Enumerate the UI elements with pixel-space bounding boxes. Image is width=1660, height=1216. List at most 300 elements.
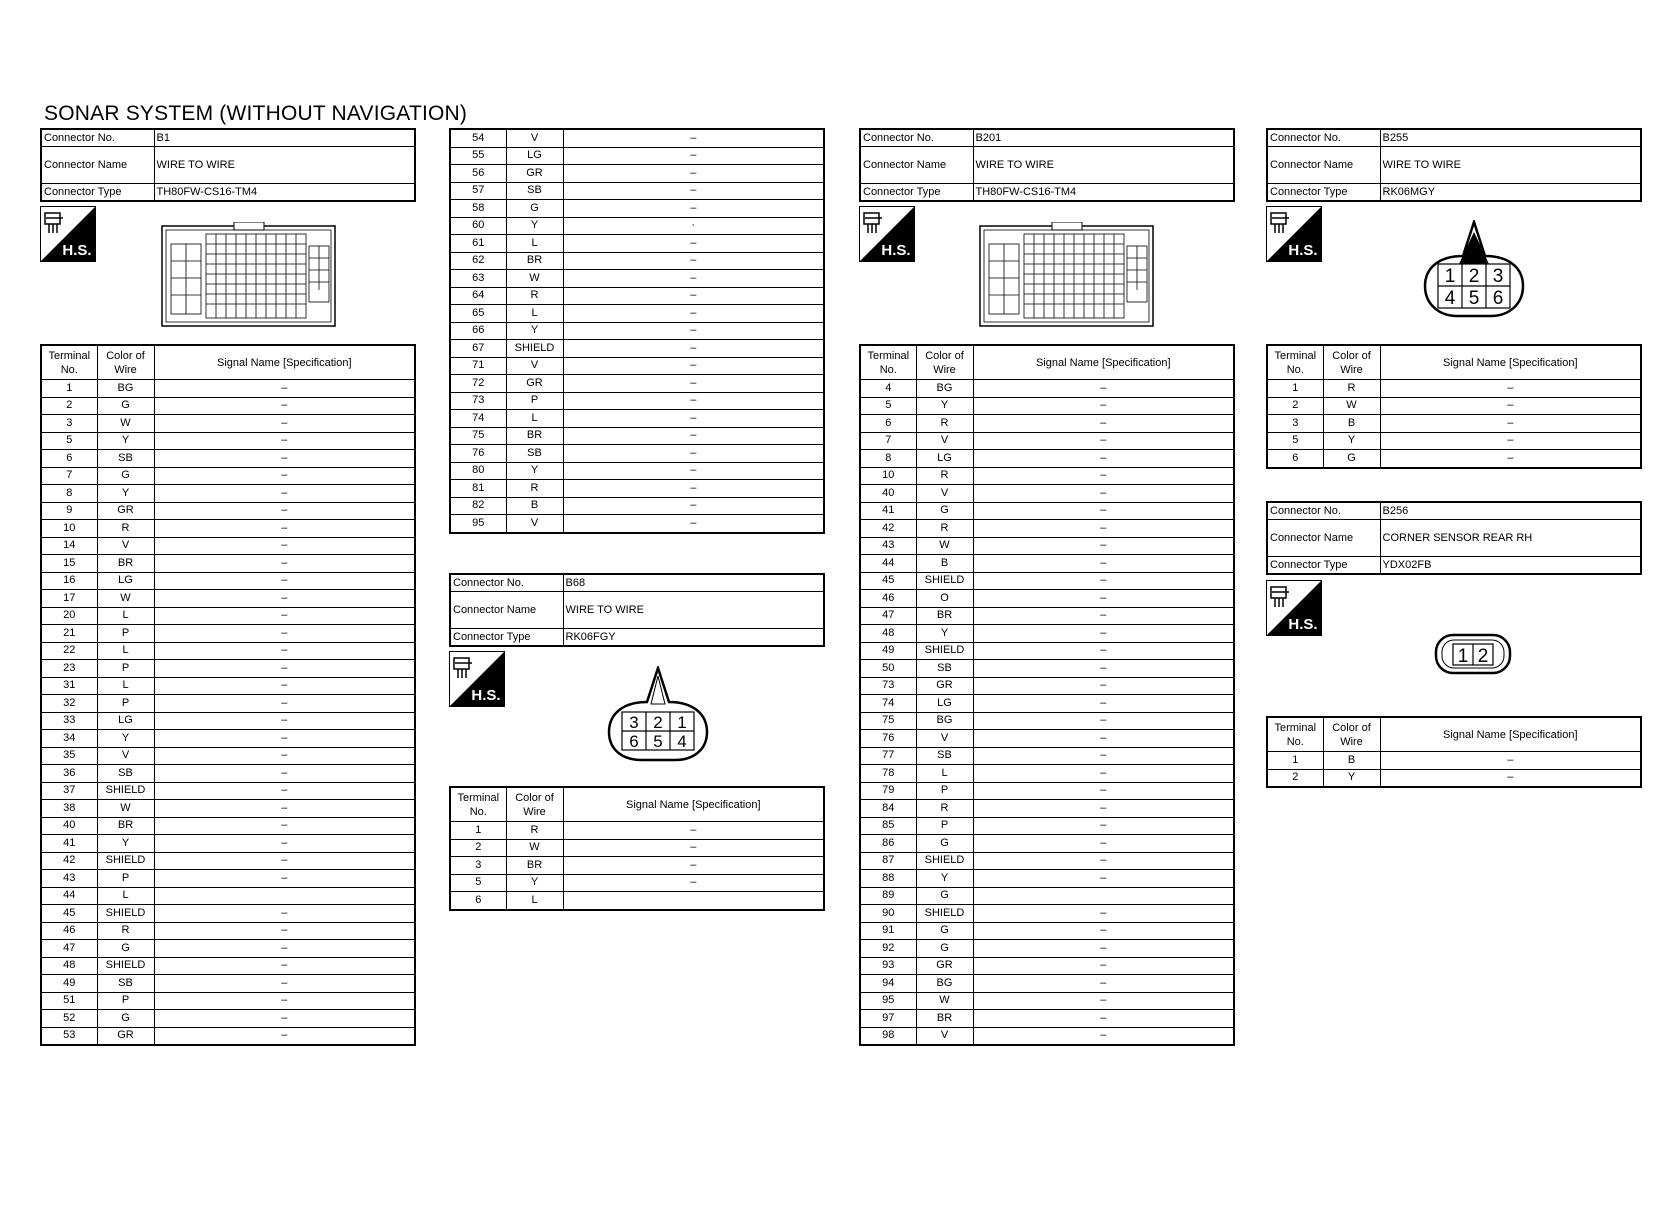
wire-color-cell: R (916, 520, 973, 538)
connector-face-diagram (603, 666, 713, 764)
wire-color-cell: LG (506, 147, 563, 165)
label-connector-no: Connector No. (1267, 129, 1380, 147)
wire-color-cell: BR (916, 1010, 973, 1028)
wire-color-cell: B (506, 497, 563, 515)
label-connector-type: Connector Type (1267, 184, 1380, 202)
wire-color-cell: BG (916, 712, 973, 730)
table-row (860, 782, 1234, 800)
terminal-no-cell: 93 (860, 957, 916, 975)
table-row (41, 730, 415, 748)
table-row (450, 322, 824, 340)
wire-color-cell: LG (97, 712, 154, 730)
table-row (450, 874, 824, 892)
table-row (860, 922, 1234, 940)
terminal-no-cell: 5 (1267, 432, 1323, 450)
terminal-no-cell: 44 (41, 887, 97, 905)
signal-name-cell: – (973, 485, 1234, 503)
wire-color-cell: GR (506, 165, 563, 183)
wire-color-cell: Y (97, 730, 154, 748)
signal-name-cell: – (563, 445, 824, 463)
table-row (860, 415, 1234, 433)
wire-color-cell: SB (506, 182, 563, 200)
terminal-no-cell: 5 (41, 432, 97, 450)
terminal-no-cell: 17 (41, 590, 97, 608)
wire-color-cell: LG (916, 450, 973, 468)
terminal-no-cell: 7 (41, 467, 97, 485)
signal-name-cell: – (154, 992, 415, 1010)
table-row (41, 432, 415, 450)
terminal-no-cell: 63 (450, 270, 506, 288)
signal-name-cell (563, 892, 824, 910)
header-terminal-no: Terminal No. (450, 787, 506, 822)
wire-color-cell: P (97, 695, 154, 713)
terminal-no-cell: 64 (450, 287, 506, 305)
table-row (41, 922, 415, 940)
wire-color-cell: GR (97, 1027, 154, 1045)
terminal-no-cell: 8 (860, 450, 916, 468)
wire-color-cell: G (506, 200, 563, 218)
table-row (450, 892, 824, 910)
label-connector-name: Connector Name (1267, 520, 1380, 557)
svg-text:H.S.: H.S. (62, 242, 92, 259)
terminal-no-cell: 51 (41, 992, 97, 1010)
wire-color-cell: V (506, 129, 563, 147)
wire-color-cell: BG (97, 380, 154, 398)
wire-color-cell: G (1323, 450, 1380, 468)
pin-number: 2 (653, 713, 663, 732)
connector-type-value: RK06FGY (563, 629, 824, 647)
terminal-no-cell: 95 (860, 992, 916, 1010)
label-connector-no: Connector No. (41, 129, 154, 147)
table-row (860, 887, 1234, 905)
header-color-of-wire: Color of Wire (506, 787, 563, 822)
wire-color-cell: BR (97, 817, 154, 835)
table-row (450, 822, 824, 840)
table-row (860, 432, 1234, 450)
table-row (41, 537, 415, 555)
wire-color-cell: P (916, 817, 973, 835)
signal-name-cell (154, 887, 415, 905)
label-connector-no: Connector No. (860, 129, 973, 147)
wire-color-cell: BG (916, 975, 973, 993)
label-connector-name: Connector Name (450, 592, 563, 629)
signal-name-cell: – (563, 357, 824, 375)
table-row (450, 857, 824, 875)
signal-name-cell: – (563, 410, 824, 428)
terminal-no-cell: 66 (450, 322, 506, 340)
terminal-no-cell: 2 (450, 839, 506, 857)
terminal-no-cell: 94 (860, 975, 916, 993)
signal-name-cell: – (154, 852, 415, 870)
terminal-no-cell: 56 (450, 165, 506, 183)
wire-color-cell: BR (506, 252, 563, 270)
table-row (41, 852, 415, 870)
wire-color-cell: W (97, 800, 154, 818)
wire-color-cell: W (916, 537, 973, 555)
connector-no-value: B256 (1380, 502, 1641, 520)
table-row (41, 380, 415, 398)
table-row (860, 852, 1234, 870)
terminal-no-cell: 38 (41, 800, 97, 818)
wire-color-cell: R (916, 467, 973, 485)
signal-name-cell: – (154, 835, 415, 853)
terminal-no-cell: 1 (41, 380, 97, 398)
wire-color-cell: W (916, 992, 973, 1010)
table-row (41, 887, 415, 905)
terminal-no-cell: 98 (860, 1027, 916, 1045)
connector-name-value: WIRE TO WIRE (973, 147, 1234, 184)
connector-name-value: WIRE TO WIRE (563, 592, 824, 629)
pin-number: 5 (653, 732, 663, 751)
table-row (450, 287, 824, 305)
signal-name-cell: – (973, 765, 1234, 783)
signal-name-cell: – (973, 520, 1234, 538)
terminal-no-cell: 3 (41, 415, 97, 433)
signal-name-cell: – (563, 427, 824, 445)
signal-name-cell: – (563, 497, 824, 515)
terminal-no-cell: 46 (41, 922, 97, 940)
wire-color-cell: G (916, 835, 973, 853)
connector-info-b1 (40, 128, 416, 202)
header-color-of-wire: Color of Wire (1323, 345, 1380, 380)
wire-color-cell: Y (97, 485, 154, 503)
signal-name-cell: – (154, 922, 415, 940)
terminal-no-cell: 31 (41, 677, 97, 695)
signal-name-cell: – (973, 625, 1234, 643)
signal-name-cell: – (563, 839, 824, 857)
signal-name-cell: – (563, 857, 824, 875)
terminal-no-cell: 53 (41, 1027, 97, 1045)
terminal-no-cell: 58 (450, 200, 506, 218)
terminal-no-cell: 10 (41, 520, 97, 538)
signal-name-cell: – (154, 1027, 415, 1045)
wire-color-cell: V (97, 747, 154, 765)
connector-info-b201 (859, 128, 1235, 202)
connector-face-diagram (1419, 220, 1529, 320)
signal-name-cell: – (973, 957, 1234, 975)
table-row (41, 397, 415, 415)
terminal-no-cell: 32 (41, 695, 97, 713)
signal-name-cell: – (973, 450, 1234, 468)
table-row (860, 467, 1234, 485)
label-connector-type: Connector Type (41, 184, 154, 202)
terminal-no-cell: 20 (41, 607, 97, 625)
wire-color-cell: P (97, 660, 154, 678)
connector-face-diagram (979, 222, 1154, 330)
signal-name-cell: – (154, 590, 415, 608)
terminal-no-cell: 77 (860, 747, 916, 765)
signal-name-cell: – (973, 870, 1234, 888)
terminal-no-cell: 86 (860, 835, 916, 853)
terminal-no-cell: 47 (860, 607, 916, 625)
wire-color-cell: V (916, 730, 973, 748)
table-row (41, 485, 415, 503)
wire-color-cell: SHIELD (916, 642, 973, 660)
label-connector-name: Connector Name (860, 147, 973, 184)
terminal-no-cell: 23 (41, 660, 97, 678)
signal-name-cell: – (563, 182, 824, 200)
signal-name-cell: – (973, 467, 1234, 485)
signal-name-cell: – (154, 975, 415, 993)
signal-name-cell: – (973, 502, 1234, 520)
wire-color-cell: W (506, 270, 563, 288)
table-row (860, 502, 1234, 520)
table-row (41, 660, 415, 678)
terminal-no-cell: 3 (450, 857, 506, 875)
signal-name-cell: – (973, 642, 1234, 660)
signal-name-cell (973, 887, 1234, 905)
header-color-of-wire: Color of Wire (916, 345, 973, 380)
table-row (860, 712, 1234, 730)
terminal-no-cell: 15 (41, 555, 97, 573)
table-row (860, 677, 1234, 695)
table-row (860, 660, 1234, 678)
terminal-no-cell: 37 (41, 782, 97, 800)
signal-name-cell: – (563, 322, 824, 340)
label-connector-type: Connector Type (450, 629, 563, 647)
table-row (450, 182, 824, 200)
wire-color-cell: GR (506, 375, 563, 393)
wire-color-cell: L (506, 892, 563, 910)
terminal-no-cell: 46 (860, 590, 916, 608)
connector-no-value: B255 (1380, 129, 1641, 147)
connector-name-value: CORNER SENSOR REAR RH (1380, 520, 1641, 557)
terminal-no-cell: 80 (450, 462, 506, 480)
signal-name-cell: – (1380, 432, 1641, 450)
signal-name-cell: – (154, 572, 415, 590)
signal-name-cell: – (973, 1010, 1234, 1028)
wire-color-cell: LG (916, 695, 973, 713)
table-row (450, 839, 824, 857)
terminal-no-cell: 6 (860, 415, 916, 433)
table-row (41, 940, 415, 958)
terminal-no-cell: 14 (41, 537, 97, 555)
terminal-no-cell: 33 (41, 712, 97, 730)
harness-side-icon (449, 651, 505, 707)
terminal-no-cell: 76 (450, 445, 506, 463)
table-row (860, 870, 1234, 888)
table-row (860, 765, 1234, 783)
terminal-no-cell: 95 (450, 515, 506, 533)
terminal-table-b68 (449, 786, 825, 911)
signal-name-cell: – (154, 625, 415, 643)
wire-color-cell: Y (506, 462, 563, 480)
wire-color-cell: R (1323, 380, 1380, 398)
wire-color-cell: L (506, 235, 563, 253)
signal-name-cell: – (154, 520, 415, 538)
signal-name-cell: – (154, 817, 415, 835)
terminal-no-cell: 41 (41, 835, 97, 853)
pin-number: 6 (1492, 288, 1504, 309)
table-row (450, 375, 824, 393)
wire-color-cell: L (97, 887, 154, 905)
table-row (41, 1010, 415, 1028)
table-row (860, 642, 1234, 660)
wire-color-cell: BR (97, 555, 154, 573)
terminal-no-cell: 35 (41, 747, 97, 765)
wire-color-cell: Y (916, 625, 973, 643)
signal-name-cell: – (154, 870, 415, 888)
signal-name-cell: – (973, 607, 1234, 625)
signal-name-cell: – (154, 940, 415, 958)
table-row (41, 415, 415, 433)
signal-name-cell: – (563, 147, 824, 165)
wire-color-cell: G (916, 502, 973, 520)
wire-color-cell: G (916, 940, 973, 958)
wire-color-cell: R (506, 287, 563, 305)
harness-side-icon (40, 206, 96, 262)
signal-name-cell: – (973, 940, 1234, 958)
terminal-no-cell: 34 (41, 730, 97, 748)
signal-name-cell: – (154, 660, 415, 678)
terminal-no-cell: 55 (450, 147, 506, 165)
wire-color-cell: SHIELD (506, 340, 563, 358)
signal-name-cell: – (154, 782, 415, 800)
terminal-no-cell: 1 (450, 822, 506, 840)
table-row (860, 380, 1234, 398)
wire-color-cell: SB (97, 975, 154, 993)
wire-color-cell: Y (506, 874, 563, 892)
header-signal-name: Signal Name [Specification] (154, 345, 415, 380)
table-row (860, 485, 1234, 503)
signal-name-cell: – (154, 677, 415, 695)
signal-name-cell: – (973, 905, 1234, 923)
table-row (450, 480, 824, 498)
wire-color-cell: Y (97, 835, 154, 853)
signal-name-cell: – (973, 555, 1234, 573)
terminal-no-cell: 2 (41, 397, 97, 415)
table-row (860, 1010, 1234, 1028)
signal-name-cell: – (973, 922, 1234, 940)
pin-number: 1 (1444, 266, 1456, 287)
wire-color-cell: V (916, 432, 973, 450)
signal-name-cell: – (1380, 769, 1641, 787)
signal-name-cell: – (154, 537, 415, 555)
table-row (41, 835, 415, 853)
terminal-no-cell: 48 (41, 957, 97, 975)
wire-color-cell: V (916, 485, 973, 503)
connector-no-value: B68 (563, 574, 824, 592)
table-row (450, 462, 824, 480)
label-connector-no: Connector No. (450, 574, 563, 592)
signal-name-cell: – (973, 800, 1234, 818)
wire-color-cell: SHIELD (97, 782, 154, 800)
label-connector-name: Connector Name (1267, 147, 1380, 184)
header-signal-name: Signal Name [Specification] (563, 787, 824, 822)
connector-info-b256 (1266, 501, 1642, 575)
terminal-no-cell: 47 (41, 940, 97, 958)
terminal-no-cell: 5 (450, 874, 506, 892)
terminal-no-cell: 6 (1267, 450, 1323, 468)
pin-number: 1 (1457, 646, 1469, 667)
pin-number: 2 (1477, 646, 1489, 667)
wire-color-cell: V (506, 357, 563, 375)
table-row (1267, 752, 1641, 770)
table-row (860, 450, 1234, 468)
connector-no-value: B201 (973, 129, 1234, 147)
signal-name-cell: – (973, 432, 1234, 450)
signal-name-cell: – (154, 607, 415, 625)
signal-name-cell: – (154, 485, 415, 503)
harness-side-icon (859, 206, 915, 262)
signal-name-cell: – (154, 432, 415, 450)
connector-info-b255 (1266, 128, 1642, 202)
pin-number: 3 (629, 713, 639, 732)
wire-color-cell: GR (97, 502, 154, 520)
table-row (450, 235, 824, 253)
wire-color-cell: SHIELD (97, 905, 154, 923)
table-row (1267, 450, 1641, 468)
wire-color-cell: P (97, 625, 154, 643)
table-row (41, 712, 415, 730)
wire-color-cell: SB (916, 660, 973, 678)
wire-color-cell: L (506, 305, 563, 323)
terminal-no-cell: 65 (450, 305, 506, 323)
terminal-no-cell: 54 (450, 129, 506, 147)
table-row (860, 800, 1234, 818)
table-row (860, 590, 1234, 608)
signal-name-cell: – (973, 817, 1234, 835)
wire-color-cell: R (916, 800, 973, 818)
terminal-no-cell: 5 (860, 397, 916, 415)
terminal-no-cell: 49 (41, 975, 97, 993)
wire-color-cell: R (97, 922, 154, 940)
table-row (860, 695, 1234, 713)
wire-color-cell: SB (506, 445, 563, 463)
terminal-no-cell: 75 (450, 427, 506, 445)
table-row (41, 800, 415, 818)
table-row (1267, 380, 1641, 398)
wire-color-cell: V (506, 515, 563, 533)
table-row (41, 520, 415, 538)
table-row (41, 677, 415, 695)
terminal-no-cell: 57 (450, 182, 506, 200)
header-color-of-wire: Color of Wire (1323, 717, 1380, 752)
connector-type-value: TH80FW-CS16-TM4 (973, 184, 1234, 202)
signal-name-cell: – (154, 450, 415, 468)
signal-name-cell: – (1380, 397, 1641, 415)
terminal-no-cell: 16 (41, 572, 97, 590)
wire-color-cell: BR (506, 427, 563, 445)
pin-number: 3 (1492, 266, 1504, 287)
terminal-no-cell: 81 (450, 480, 506, 498)
wire-color-cell: G (916, 922, 973, 940)
terminal-no-cell: 89 (860, 887, 916, 905)
terminal-table-b255 (1266, 344, 1642, 469)
terminal-no-cell: 78 (860, 765, 916, 783)
terminal-no-cell: 61 (450, 235, 506, 253)
wire-color-cell: Y (506, 322, 563, 340)
wire-color-cell: R (506, 822, 563, 840)
table-row (860, 905, 1234, 923)
table-row (41, 905, 415, 923)
table-row (41, 450, 415, 468)
wire-color-cell: Y (916, 870, 973, 888)
table-row (1267, 415, 1641, 433)
signal-name-cell: – (973, 730, 1234, 748)
wire-color-cell: G (916, 887, 973, 905)
wire-color-cell: R (97, 520, 154, 538)
wire-color-cell: B (1323, 752, 1380, 770)
header-signal-name: Signal Name [Specification] (1380, 345, 1641, 380)
connector-face-diagram (161, 222, 336, 330)
wire-color-cell: V (97, 537, 154, 555)
wire-color-cell: Y (506, 217, 563, 235)
table-row (450, 217, 824, 235)
signal-name-cell: – (973, 835, 1234, 853)
wire-color-cell: Y (97, 432, 154, 450)
signal-name-cell: – (973, 992, 1234, 1010)
